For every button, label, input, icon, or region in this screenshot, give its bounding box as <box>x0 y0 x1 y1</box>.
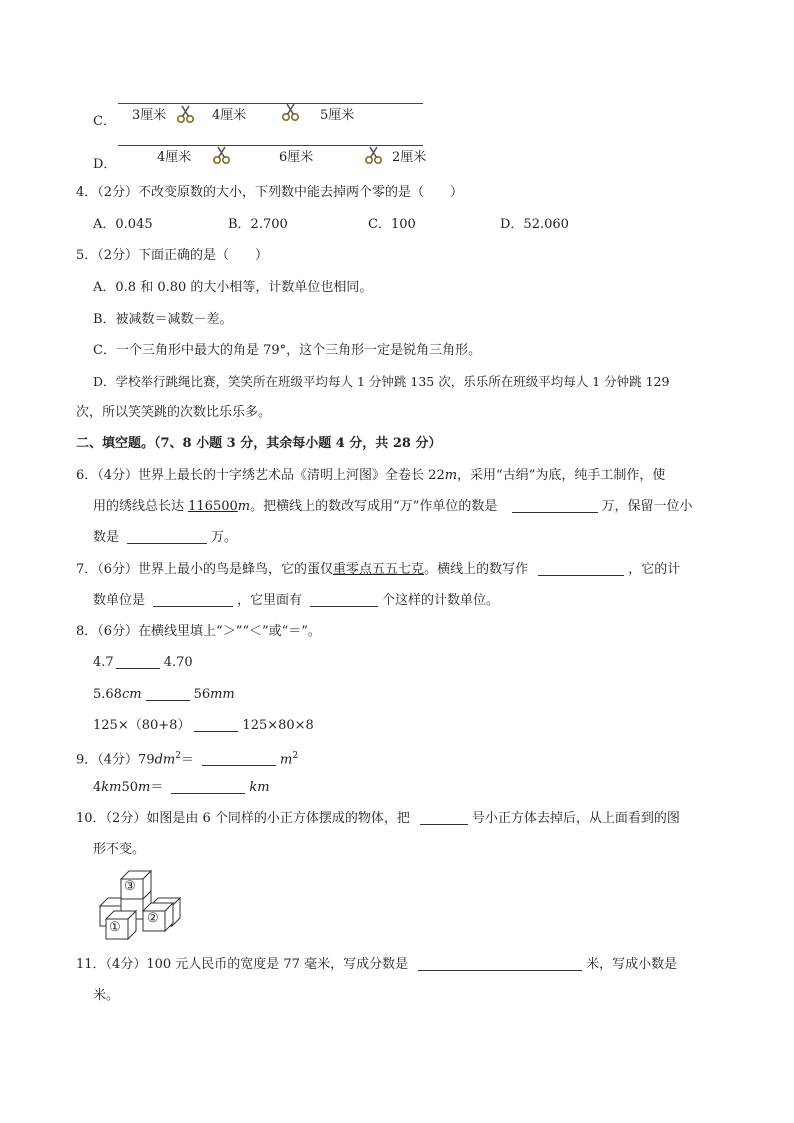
cube-label-3: ③ <box>124 879 136 894</box>
answer-blank[interactable] <box>194 717 238 732</box>
compare-right: 4.70 <box>163 655 193 670</box>
compare-left: 125×（80+8） <box>93 718 191 733</box>
q5-option-c: C．一个三角形中最大的角是 79°，这个三角形一定是锐角三角形。 <box>93 343 482 358</box>
segment-label: 3厘米 <box>132 108 167 123</box>
q6-text: 6．（4分）世界上最长的十字绣艺术品《清明上河图》全卷长 22 <box>76 468 445 483</box>
q10-line2: 形不变。 <box>93 842 146 857</box>
q3-option-d-label: D． <box>93 157 117 172</box>
q7-line1 <box>76 560 734 580</box>
q8-row3 <box>93 716 734 736</box>
unit-mm: mm <box>210 687 235 702</box>
unit-m: m <box>280 752 293 768</box>
underlined-phrase: 重零点五五七克 <box>333 562 425 577</box>
scissors-icon <box>364 145 384 165</box>
scissors-icon <box>281 102 301 122</box>
q8-row2 <box>93 685 734 705</box>
cube-label-2: ② <box>147 911 159 926</box>
q10-text: 10．（2分）如图是由 6 个同样的小正方体摆成的物体，把 <box>76 811 410 826</box>
q5-stem: 5．（2分）下面正确的是（ ） <box>76 248 269 263</box>
q5-option-b: B．被减数＝减数－差。 <box>93 312 233 327</box>
q9-text: 50 <box>121 780 139 795</box>
cube-label-1: ① <box>109 920 121 935</box>
q9-text: 4 <box>93 780 102 795</box>
q8-row1 <box>93 653 734 673</box>
segment-label: 5厘米 <box>320 108 355 123</box>
unit-m: m <box>444 468 458 483</box>
q6-text: 。把横线上的数改写成用“万”作单位的数是 <box>250 499 498 514</box>
q5-option-d-line1: D．学校举行跳绳比赛，笑笑所在班级平均每人 1 分钟跳 135 次，乐乐所在班级平均每人 1 分钟跳 129 <box>93 374 670 389</box>
answer-blank[interactable] <box>127 529 207 544</box>
q4-option-a: A．0.045 <box>93 217 153 232</box>
unit-dm: dm <box>154 752 176 768</box>
q3-option-c-label: C． <box>93 114 116 129</box>
section-heading: 二、填空题。（7、8 小题 3 分，其余每小题 4 分，共 28 分） <box>76 436 442 451</box>
segment-label: 6厘米 <box>279 150 314 165</box>
compare-left: 4.7 <box>93 655 114 670</box>
q4-option-b: B．2.700 <box>228 217 288 232</box>
q5-option-d-line2: 次，所以笑笑跳的次数比乐乐多。 <box>76 405 272 420</box>
segment-label: 2厘米 <box>392 150 427 165</box>
q11-line2: 米。 <box>93 988 120 1003</box>
answer-blank[interactable] <box>418 956 582 971</box>
q11-text: 11．（4分）100 元人民币的宽度是 77 毫米，写成分数是 <box>76 957 409 972</box>
q9-line2 <box>93 778 734 798</box>
q9-line1 <box>76 746 734 770</box>
exponent: 2 <box>175 751 181 761</box>
q4-stem: 4．（2分）不改变原数的大小，下列数中能去掉两个零的是（ ） <box>76 185 464 200</box>
q7-text: 个这样的计数单位。 <box>382 593 500 608</box>
unit-m: m <box>138 780 151 795</box>
answer-blank[interactable] <box>420 810 468 825</box>
q6-text: ，采用“古绢”为底，纯手工制作，使 <box>457 468 666 483</box>
unit-km: km <box>249 780 270 795</box>
q7-text: ，它里面有 <box>237 593 303 608</box>
q6-text: 万。 <box>211 530 238 545</box>
q6-line3 <box>93 528 734 548</box>
q11-line1 <box>76 955 734 975</box>
scissors-icon <box>212 145 232 165</box>
q6-line2 <box>93 497 734 517</box>
answer-blank[interactable] <box>310 592 378 607</box>
segment-label: 4厘米 <box>212 108 247 123</box>
q4-option-d: D．52.060 <box>500 217 569 232</box>
q11-text: 米，写成小数是 <box>586 957 678 972</box>
q6-text: 万，保留一位小 <box>601 499 693 514</box>
q7-line2 <box>93 591 734 611</box>
q7-text: 7．（6分）世界上最小的鸟是蜂鸟，它的蛋仅 <box>76 562 334 577</box>
q5-option-a: A．0.8 和 0.80 的大小相等，计数单位也相同。 <box>93 280 373 295</box>
answer-blank[interactable] <box>146 686 190 701</box>
exponent: 2 <box>292 751 299 761</box>
unit-cm: cm <box>121 687 142 702</box>
equals-sign: ＝ <box>180 752 194 768</box>
q6-line1 <box>76 466 734 486</box>
q6-text: 数是 <box>93 530 120 545</box>
answer-blank[interactable] <box>171 779 245 794</box>
q7-text: ，它的计 <box>628 562 681 577</box>
scissors-icon <box>176 104 196 124</box>
segment-label: 4厘米 <box>157 150 192 165</box>
compare-right: 56 <box>193 687 211 702</box>
compare-right: 125×80×8 <box>242 718 314 733</box>
answer-blank[interactable] <box>116 654 160 669</box>
q10-text: 号小正方体去掉后，从上面看到的图 <box>471 811 680 826</box>
answer-blank[interactable] <box>512 498 598 513</box>
answer-blank[interactable] <box>153 592 233 607</box>
q9-text: 9．（4分）79 <box>76 752 155 768</box>
unit-m: m <box>237 499 251 514</box>
q4-option-c: C．100 <box>368 217 416 232</box>
underlined-number: 116500 <box>188 499 238 514</box>
q7-text: 数单位是 <box>93 593 146 608</box>
compare-left: 5.68 <box>93 687 122 702</box>
q6-text: 用的绣线总长达 <box>93 499 189 514</box>
q7-text: 。横线上的数写作 <box>424 562 529 577</box>
equals-sign: ＝ <box>150 780 164 795</box>
answer-blank[interactable] <box>538 561 624 576</box>
q10-line1 <box>76 809 734 829</box>
rope-line-c <box>118 103 423 104</box>
q8-stem: 8．（6分）在横线里填上“＞”“＜”或“＝”。 <box>76 624 321 639</box>
cube-figure <box>92 866 187 946</box>
unit-km: km <box>101 780 122 795</box>
answer-blank[interactable] <box>202 751 276 766</box>
